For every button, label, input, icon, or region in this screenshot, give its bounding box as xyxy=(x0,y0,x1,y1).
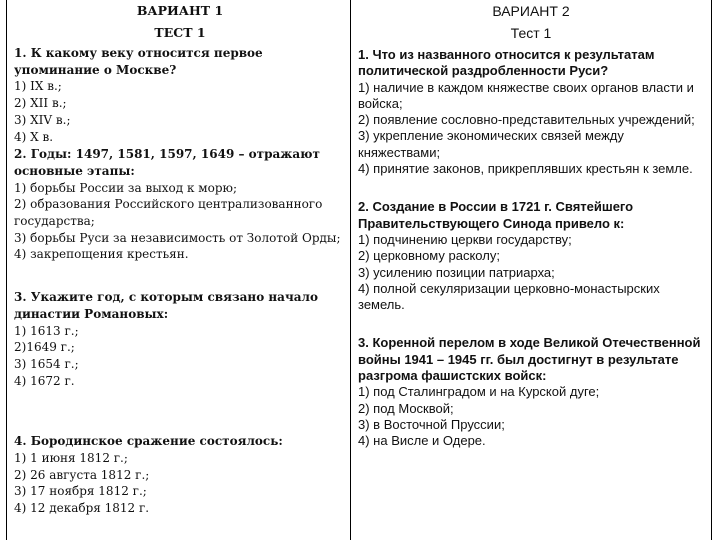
test-sheet xyxy=(6,0,712,540)
answer-option: 2) XII в.; xyxy=(14,96,67,111)
question-text: 1. Что из названного относится к результатам политической раздробленности Руси? xyxy=(358,47,655,79)
answer-option: 3) укрепление экономических связей между княжествами; xyxy=(358,128,624,160)
variant1-question-3 xyxy=(14,289,346,389)
variant2-question-2 xyxy=(358,199,704,313)
answer-option: 2) под Москвой; xyxy=(358,400,454,416)
answer-option: 4) принятие законов, прикреплявших крестьян к земле. xyxy=(358,161,693,177)
variant1-question-1 xyxy=(14,45,346,145)
variant1-question-2 xyxy=(14,146,346,263)
variant1-title: ВАРИАНТ 1 xyxy=(136,3,224,18)
variant1-subtitle: ТЕСТ 1 xyxy=(154,25,206,40)
answer-option: 3) 17 ноября 1812 г.; xyxy=(14,484,147,499)
answer-option: 3) 1654 г.; xyxy=(14,356,79,371)
answer-option: 3) XIV в.; xyxy=(14,112,71,127)
answer-option: 4) X в. xyxy=(14,129,54,144)
variant2-question-1 xyxy=(358,47,704,177)
answer-option: 2) 26 августа 1812 г.; xyxy=(14,467,150,482)
answer-option: 3) борьбы Руси за независимость от Золотой Орды; xyxy=(14,230,341,245)
question-text: 3. Коренной перелом в ходе Великой Отечественной войны 1941 – 1945 гг. был достигнут в результате разгрома фашистских войск: xyxy=(358,335,701,384)
answer-option: 1) IX в.; xyxy=(14,79,62,94)
answer-option: 4) закрепощения крестьян. xyxy=(14,247,189,262)
answer-option: 2) появление сословно-представительных учреждений; xyxy=(358,112,695,128)
answer-option: 2) образования Российского централизованного государства; xyxy=(14,197,323,229)
variant1-question-4 xyxy=(14,433,346,517)
variant2-question-3 xyxy=(358,335,704,449)
answer-option: 4) 12 декабря 1812 г. xyxy=(14,501,150,516)
answer-option: 1) под Сталинградом и на Курской дуге; xyxy=(358,384,600,400)
answer-option: 1) 1613 г.; xyxy=(14,323,79,338)
answer-option: 4) полной секуляризации церковно-монастырских земель. xyxy=(358,280,660,313)
variant1-column xyxy=(14,0,346,517)
answer-option: 4) 1672 г. xyxy=(14,373,75,388)
answer-option: 1) борьбы России за выход к морю; xyxy=(14,180,237,195)
answer-option: 1) 1 июня 1812 г.; xyxy=(14,451,128,466)
column-divider xyxy=(350,0,351,540)
answer-option: 1) подчинению церкви государству; xyxy=(358,231,572,247)
answer-option: 3) в Восточной Пруссии; xyxy=(358,416,505,432)
answer-option: 2) церковному расколу; xyxy=(358,248,500,264)
answer-option: 3) усилению позиции патриарха; xyxy=(358,264,555,280)
question-text: 1. К какому веку относится первое упоминание о Москве? xyxy=(14,46,263,77)
variant2-column xyxy=(358,0,704,450)
answer-option: 2)1649 г.; xyxy=(14,340,75,355)
answer-option: 4) на Висле и Одере. xyxy=(358,433,486,449)
answer-option: 1) наличие в каждом княжестве своих органов власти и войска; xyxy=(358,79,694,111)
variant2-title: ВАРИАНТ 2 xyxy=(492,3,570,19)
question-text: 2. Создание в России в 1721 г. Святейшего Правительствующего Синода привело к: xyxy=(358,199,634,231)
variant2-subtitle: Тест 1 xyxy=(510,25,552,41)
question-text: 2. Годы: 1497, 1581, 1597, 1649 – отражают основные этапы: xyxy=(14,147,320,178)
question-text: 4. Бородинское сражение состоялось: xyxy=(14,434,283,449)
question-text: 3. Укажите год, с которым связано начало династии Романовых: xyxy=(14,290,318,321)
